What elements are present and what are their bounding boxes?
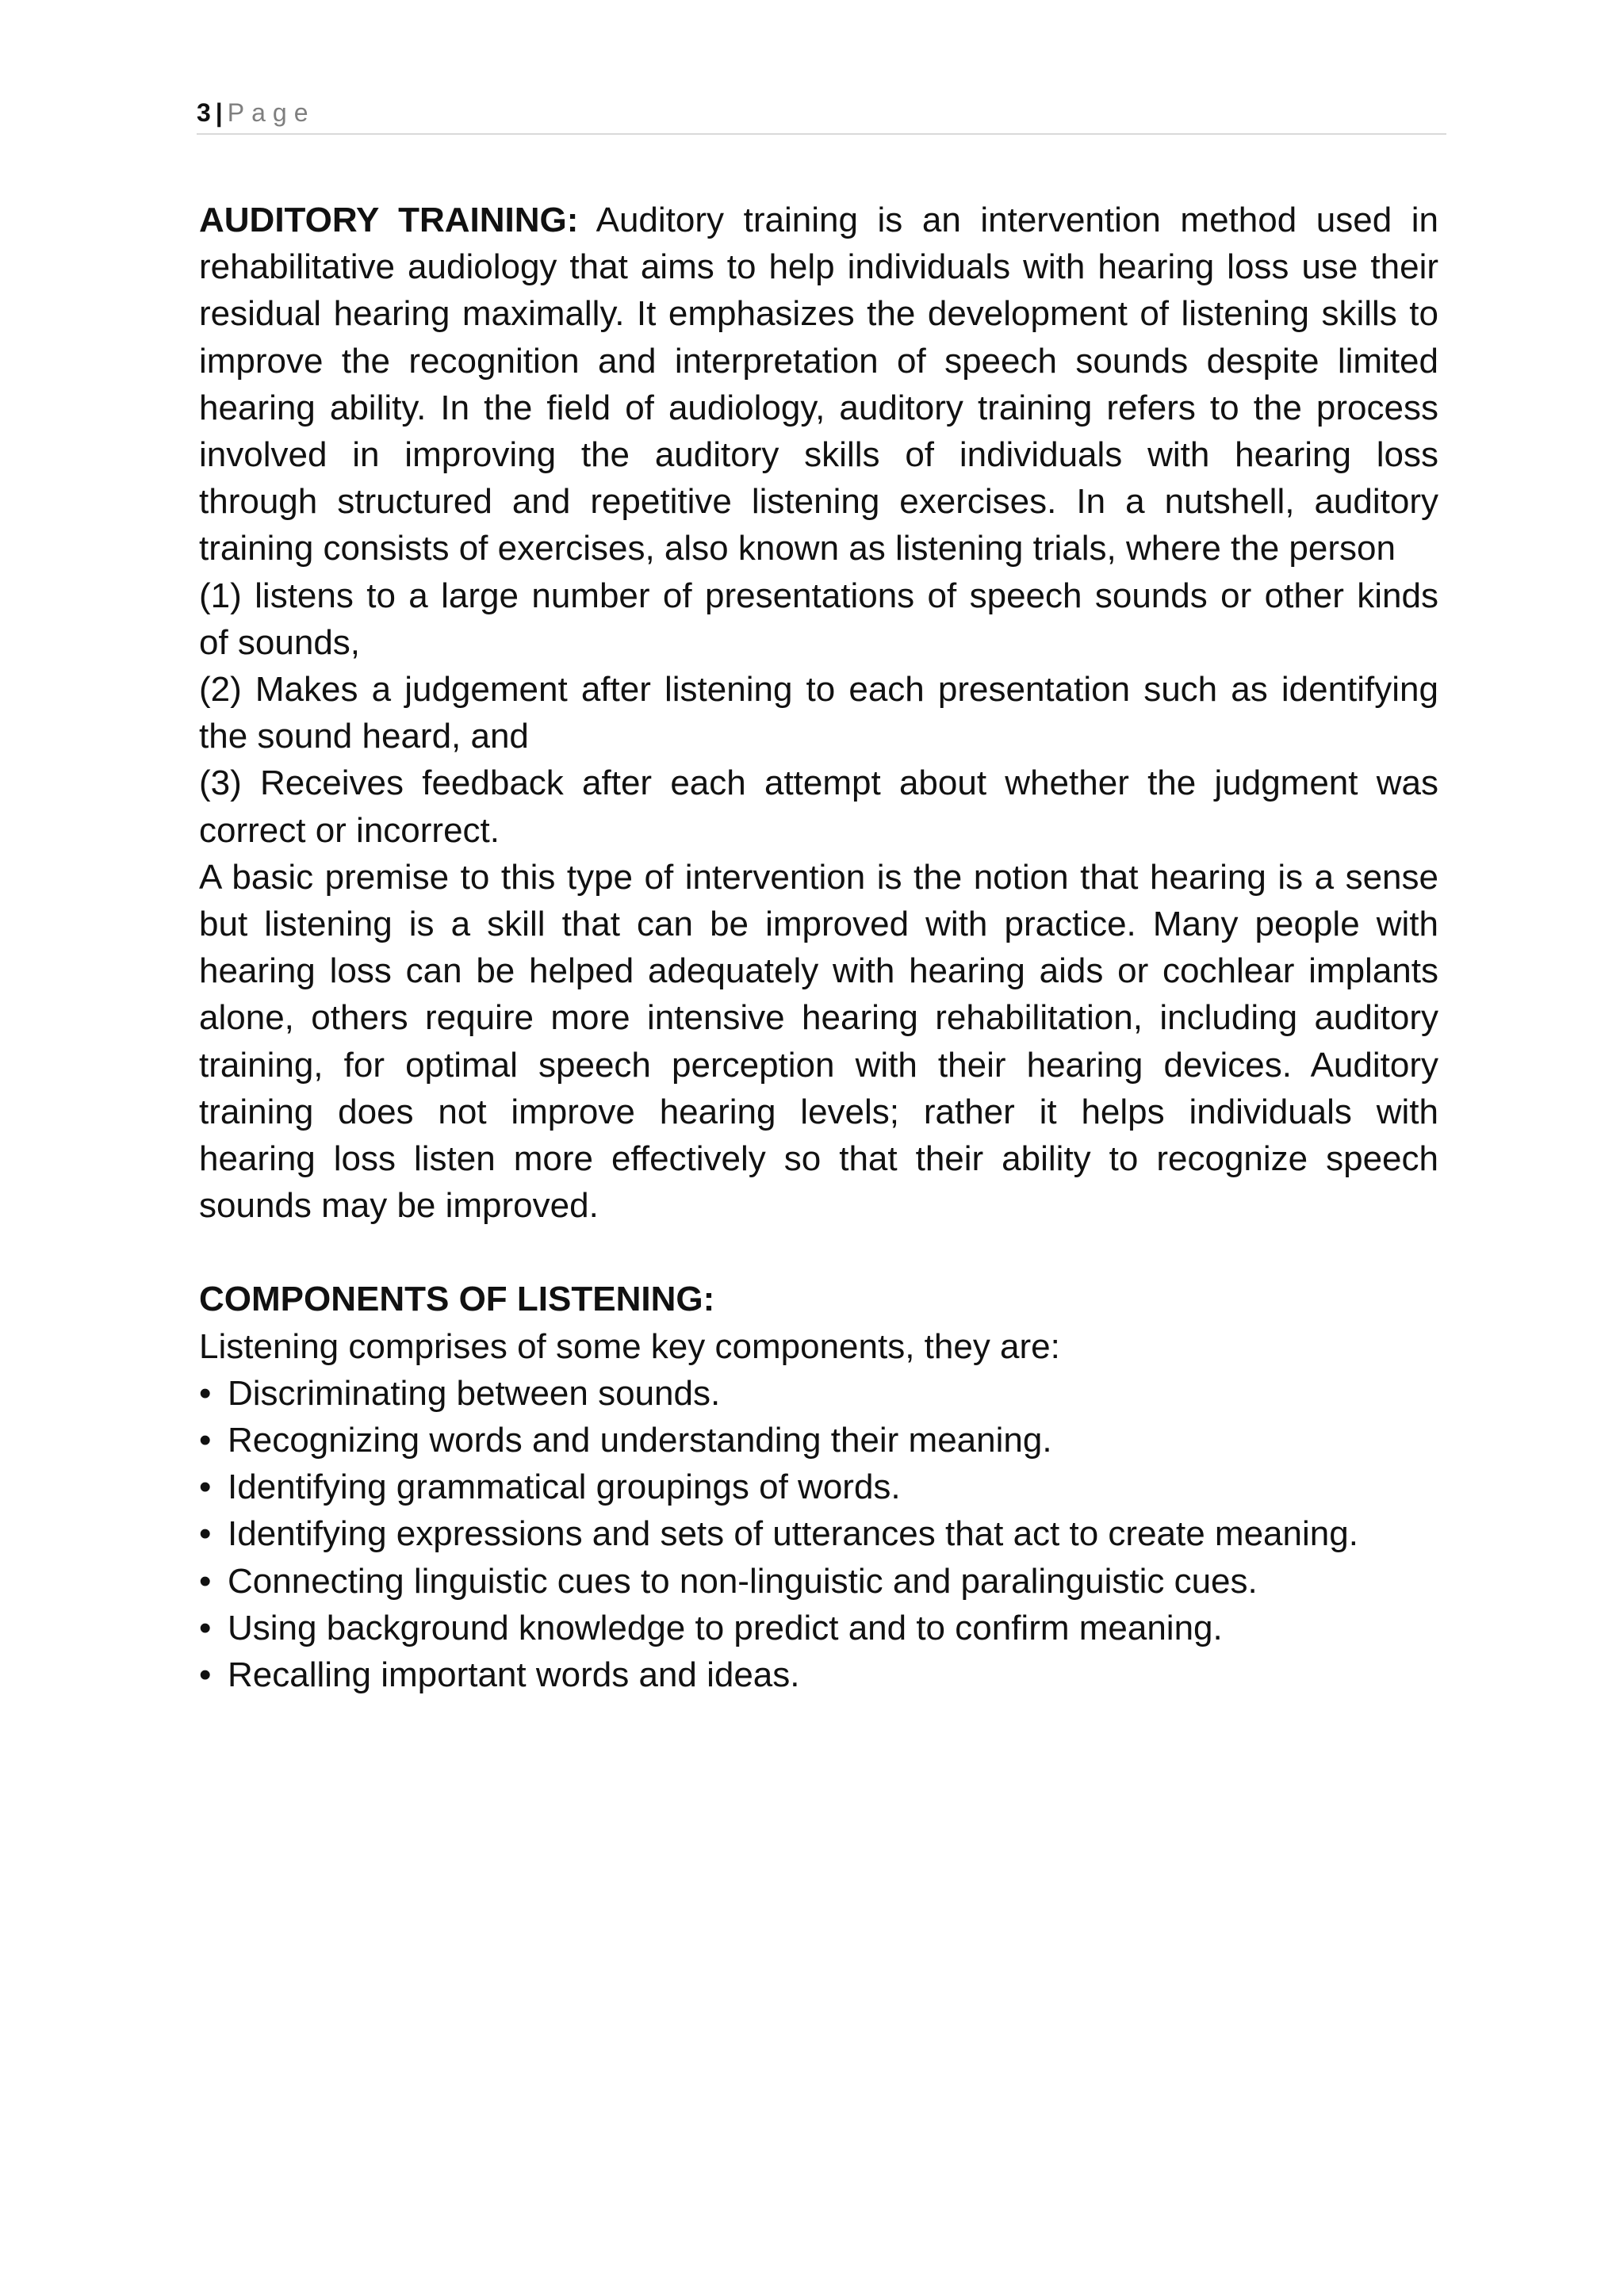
bullet-icon: • bbox=[199, 1608, 212, 1647]
premise-line: training, for optimal speech perception with their hearing devices. Auditory bbox=[199, 1045, 1438, 1085]
body-line: involved in improving the auditory skills of individuals with hearing loss bbox=[199, 435, 1438, 475]
list-item-text: Identifying grammatical groupings of words. bbox=[228, 1468, 901, 1507]
premise-line: but listening is a skill that can be improved with practice. Many people with bbox=[199, 905, 1438, 944]
list-item bbox=[199, 1417, 1438, 1464]
premise-line: training does not improve hearing levels; rather it helps individuals with bbox=[199, 1092, 1438, 1131]
list-item bbox=[199, 1510, 1438, 1557]
list-item-text: Connecting linguistic cues to non-linguistic and paralinguistic cues. bbox=[228, 1561, 1258, 1601]
premise-line: sounds may be improved. bbox=[199, 1186, 599, 1226]
step-1-line: (1) listens to a large number of presentations of speech sounds or other kinds bbox=[199, 576, 1438, 615]
body-line: improve the recognition and interpretation of speech sounds despite limited bbox=[199, 341, 1438, 381]
step-2-line: the sound heard, and bbox=[199, 717, 529, 756]
list-item bbox=[199, 1605, 1438, 1651]
body-line: rehabilitative audiology that aims to help individuals with hearing loss use their bbox=[199, 247, 1438, 287]
premise-line: A basic premise to this type of intervention is the notion that hearing is a sense bbox=[199, 857, 1438, 897]
auditory-training-heading: AUDITORY TRAINING: bbox=[199, 201, 579, 239]
components-heading: COMPONENTS OF LISTENING: bbox=[199, 1280, 715, 1319]
auditory-training-section bbox=[199, 197, 1438, 1229]
step-3-line: (3) Receives feedback after each attempt about whether the judgment was bbox=[199, 763, 1438, 803]
bullet-icon: • bbox=[199, 1421, 212, 1460]
body-line: through structured and repetitive listening exercises. In a nutshell, auditory bbox=[199, 482, 1438, 522]
page-number-separator: | bbox=[215, 98, 223, 127]
body-line bbox=[199, 197, 1438, 243]
document-body bbox=[199, 197, 1438, 1698]
bullet-icon: • bbox=[199, 1655, 212, 1695]
bullet-icon: • bbox=[199, 1468, 212, 1507]
premise-line: alone, others require more intensive hearing rehabilitation, including auditory bbox=[199, 998, 1438, 1038]
list-item-text: Using background knowledge to predict and to confirm meaning. bbox=[228, 1608, 1223, 1647]
page-number: 3 bbox=[197, 98, 211, 127]
list-item bbox=[199, 1651, 1438, 1698]
list-item-text: Discriminating between sounds. bbox=[228, 1373, 721, 1413]
components-list bbox=[199, 1370, 1438, 1698]
step-1-line: of sounds, bbox=[199, 622, 361, 662]
body-line: hearing ability. In the field of audiology, auditory training refers to the process bbox=[199, 388, 1438, 427]
list-item bbox=[199, 1558, 1438, 1605]
components-section bbox=[199, 1276, 1438, 1698]
body-line: training consists of exercises, also known as listening trials, where the person bbox=[199, 529, 1396, 568]
page-label: Page bbox=[227, 98, 316, 127]
list-item-text: Recognizing words and understanding their meaning. bbox=[228, 1421, 1052, 1460]
premise-line: hearing loss can be helped adequately with hearing aids or cochlear implants bbox=[199, 951, 1438, 991]
bullet-icon: • bbox=[199, 1514, 212, 1554]
list-item-text: Recalling important words and ideas. bbox=[228, 1655, 800, 1695]
step-2-line: (2) Makes a judgement after listening to each presentation such as identifying bbox=[199, 670, 1438, 710]
list-item bbox=[199, 1370, 1438, 1417]
premise-line: hearing loss listen more effectively so that their ability to recognize speech bbox=[199, 1139, 1438, 1179]
bullet-icon: • bbox=[199, 1561, 212, 1601]
step-3-line: correct or incorrect. bbox=[199, 810, 500, 850]
section-spacer bbox=[199, 1229, 1438, 1276]
bullet-icon: • bbox=[199, 1373, 212, 1413]
body-line-text: Auditory training is an intervention method used in bbox=[596, 201, 1439, 239]
body-line: residual hearing maximally. It emphasizes the development of listening skills to bbox=[199, 294, 1438, 334]
page-header bbox=[197, 94, 1446, 135]
list-item bbox=[199, 1464, 1438, 1510]
list-item-text: Identifying expressions and sets of utterances that act to create meaning. bbox=[228, 1514, 1358, 1554]
components-intro: Listening comprises of some key components, they are: bbox=[199, 1326, 1060, 1366]
